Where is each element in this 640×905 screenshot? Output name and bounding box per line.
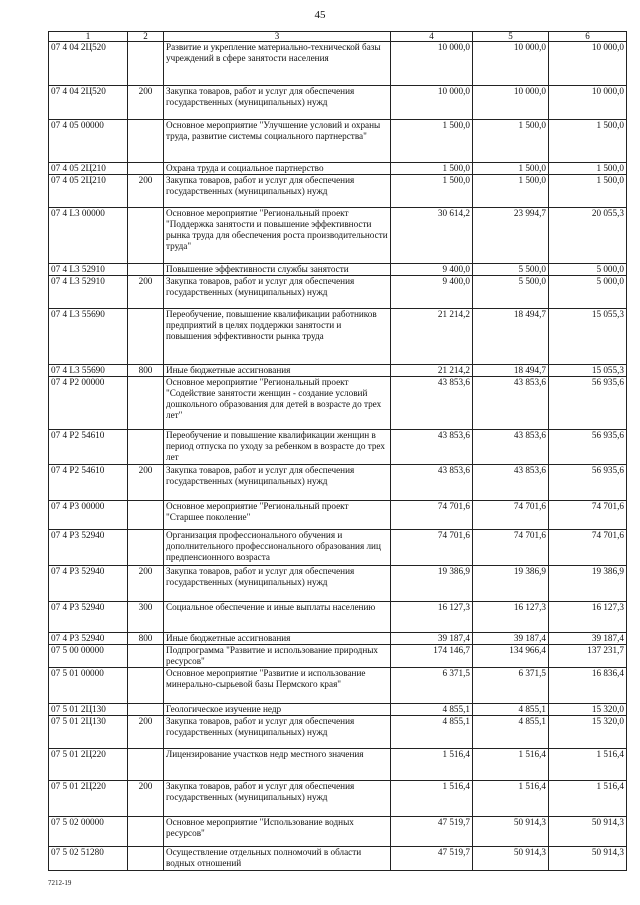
cell-v6: 56 935,6 (549, 465, 627, 501)
column-header: 1 (49, 32, 128, 42)
cell-code: 07 4 P2 00000 (49, 377, 128, 430)
table-row (49, 264, 627, 276)
table-row (49, 175, 627, 208)
cell-name: Закупка товаров, работ и услуг для обеспечения государственных (муниципальных) нужд (164, 566, 391, 602)
cell-v5: 50 914,3 (473, 817, 549, 847)
cell-code: 07 4 P3 52940 (49, 566, 128, 602)
cell-vr (128, 208, 164, 264)
cell-v6: 10 000,0 (549, 86, 627, 120)
cell-code: 07 4 05 00000 (49, 120, 128, 163)
cell-v5: 39 187,4 (473, 633, 549, 645)
column-header: 3 (164, 32, 391, 42)
cell-v6: 1 500,0 (549, 163, 627, 175)
cell-v4: 19 386,9 (391, 566, 473, 602)
cell-name: Геологическое изучение недр (164, 704, 391, 716)
cell-vr (128, 645, 164, 668)
table-row (49, 377, 627, 430)
cell-v4: 43 853,6 (391, 377, 473, 430)
cell-name: Закупка товаров, работ и услуг для обеспечения государственных (муниципальных) нужд (164, 175, 391, 208)
cell-v6: 56 935,6 (549, 430, 627, 465)
cell-name: Основное мероприятие "Региональный проект "Содействие занятости женщин - создание условий дошкольного образования для детей в возрасте до трех лет" (164, 377, 391, 430)
cell-v5: 43 853,6 (473, 430, 549, 465)
cell-v5: 50 914,3 (473, 847, 549, 871)
cell-v5: 43 853,6 (473, 377, 549, 430)
cell-v4: 1 500,0 (391, 175, 473, 208)
cell-v5: 18 494,7 (473, 309, 549, 365)
cell-name: Закупка товаров, работ и услуг для обеспечения государственных (муниципальных) нужд (164, 716, 391, 749)
cell-v4: 1 516,4 (391, 749, 473, 781)
cell-vr: 800 (128, 365, 164, 377)
table-row (49, 704, 627, 716)
cell-v5: 4 855,1 (473, 704, 549, 716)
table-row (49, 276, 627, 309)
cell-code: 07 5 02 51280 (49, 847, 128, 871)
cell-v4: 43 853,6 (391, 430, 473, 465)
page-number: 45 (314, 9, 326, 21)
cell-vr (128, 847, 164, 871)
table-row (49, 208, 627, 264)
cell-name: Основное мероприятие "Региональный проект "Старшее поколение" (164, 501, 391, 530)
cell-vr: 800 (128, 633, 164, 645)
cell-v4: 1 516,4 (391, 781, 473, 817)
cell-v5: 5 500,0 (473, 276, 549, 309)
table-row (49, 42, 627, 86)
cell-v6: 5 000,0 (549, 276, 627, 309)
table-body (49, 42, 627, 871)
cell-v4: 16 127,3 (391, 602, 473, 633)
cell-v6: 1 500,0 (549, 120, 627, 163)
table-row (49, 633, 627, 645)
cell-v6: 1 500,0 (549, 175, 627, 208)
cell-v4: 47 519,7 (391, 847, 473, 871)
cell-vr: 200 (128, 175, 164, 208)
cell-code: 07 4 L3 00000 (49, 208, 128, 264)
table-row (49, 781, 627, 817)
table-row (49, 530, 627, 566)
table-row (49, 365, 627, 377)
cell-vr: 200 (128, 276, 164, 309)
cell-name: Основное мероприятие "Региональный проект "Поддержка занятости и повышение эффективности рынка труда для обеспечения роста производительности труда" (164, 208, 391, 264)
cell-name: Иные бюджетные ассигнования (164, 365, 391, 377)
cell-v4: 174 146,7 (391, 645, 473, 668)
cell-code: 07 4 P2 54610 (49, 430, 128, 465)
cell-code: 07 4 P3 52940 (49, 530, 128, 566)
cell-v6: 20 055,3 (549, 208, 627, 264)
cell-v4: 21 214,2 (391, 309, 473, 365)
table-row (49, 668, 627, 704)
cell-v4: 4 855,1 (391, 716, 473, 749)
cell-vr (128, 163, 164, 175)
cell-v6: 15 320,0 (549, 716, 627, 749)
cell-vr: 200 (128, 781, 164, 817)
cell-code: 07 4 04 2Ц520 (49, 86, 128, 120)
cell-vr (128, 430, 164, 465)
cell-v5: 1 500,0 (473, 175, 549, 208)
cell-name: Организация профессионального обучения и дополнительного профессионального образования лиц предпенсионного возраста (164, 530, 391, 566)
cell-code: 07 5 01 2Ц130 (49, 716, 128, 749)
cell-v4: 1 500,0 (391, 120, 473, 163)
cell-code: 07 4 05 2Ц210 (49, 163, 128, 175)
cell-vr (128, 309, 164, 365)
cell-vr (128, 704, 164, 716)
cell-v5: 74 701,6 (473, 530, 549, 566)
cell-v6: 10 000,0 (549, 42, 627, 86)
cell-v5: 16 127,3 (473, 602, 549, 633)
cell-v5: 5 500,0 (473, 264, 549, 276)
cell-v6: 5 000,0 (549, 264, 627, 276)
table-row (49, 602, 627, 633)
cell-v6: 50 914,3 (549, 847, 627, 871)
cell-v5: 43 853,6 (473, 465, 549, 501)
cell-v6: 1 516,4 (549, 781, 627, 817)
cell-v6: 16 127,3 (549, 602, 627, 633)
cell-v4: 4 855,1 (391, 704, 473, 716)
cell-v5: 10 000,0 (473, 42, 549, 86)
cell-v5: 1 500,0 (473, 163, 549, 175)
cell-vr: 300 (128, 602, 164, 633)
cell-vr (128, 530, 164, 566)
cell-name: Закупка товаров, работ и услуг для обеспечения государственных (муниципальных) нужд (164, 465, 391, 501)
cell-code: 07 4 05 2Ц210 (49, 175, 128, 208)
cell-name: Социальное обеспечение и иные выплаты населению (164, 602, 391, 633)
cell-vr (128, 501, 164, 530)
cell-code: 07 5 01 00000 (49, 668, 128, 704)
cell-name: Основное мероприятие "Развитие и использование минерально-сырьевой базы Пермского края" (164, 668, 391, 704)
cell-v4: 39 187,4 (391, 633, 473, 645)
cell-v4: 74 701,6 (391, 501, 473, 530)
cell-vr: 200 (128, 566, 164, 602)
cell-v4: 10 000,0 (391, 86, 473, 120)
cell-code: 07 4 L3 55690 (49, 309, 128, 365)
cell-vr (128, 749, 164, 781)
table-row (49, 430, 627, 465)
cell-name: Основное мероприятие "Улучшение условий и охраны труда, развитие системы социального партнерства" (164, 120, 391, 163)
column-header: 6 (549, 32, 627, 42)
cell-v5: 23 994,7 (473, 208, 549, 264)
cell-v6: 1 516,4 (549, 749, 627, 781)
cell-v5: 19 386,9 (473, 566, 549, 602)
cell-v6: 15 055,3 (549, 309, 627, 365)
column-header: 4 (391, 32, 473, 42)
cell-v6: 15 055,3 (549, 365, 627, 377)
table-row (49, 120, 627, 163)
cell-name: Закупка товаров, работ и услуг для обеспечения государственных (муниципальных) нужд (164, 276, 391, 309)
table-row (49, 309, 627, 365)
cell-vr: 200 (128, 465, 164, 501)
table-row (49, 86, 627, 120)
table-row (49, 716, 627, 749)
table-row (49, 817, 627, 847)
cell-v4: 1 500,0 (391, 163, 473, 175)
table-row (49, 645, 627, 668)
cell-v5: 134 966,4 (473, 645, 549, 668)
cell-name: Переобучение и повышение квалификации женщин в период отпуска по уходу за ребенком в возрасте до трех лет (164, 430, 391, 465)
cell-code: 07 4 L3 52910 (49, 276, 128, 309)
cell-code: 07 4 P3 00000 (49, 501, 128, 530)
cell-v4: 6 371,5 (391, 668, 473, 704)
cell-v4: 30 614,2 (391, 208, 473, 264)
cell-v4: 9 400,0 (391, 276, 473, 309)
cell-name: Лицензирование участков недр местного значения (164, 749, 391, 781)
cell-v4: 43 853,6 (391, 465, 473, 501)
cell-code: 07 4 P2 54610 (49, 465, 128, 501)
cell-v6: 74 701,6 (549, 501, 627, 530)
cell-code: 07 4 P3 52940 (49, 602, 128, 633)
cell-v6: 39 187,4 (549, 633, 627, 645)
cell-v5: 1 500,0 (473, 120, 549, 163)
budget-table (48, 31, 627, 871)
cell-v6: 15 320,0 (549, 704, 627, 716)
column-header: 5 (473, 32, 549, 42)
cell-v5: 1 516,4 (473, 781, 549, 817)
cell-vr (128, 264, 164, 276)
cell-v5: 74 701,6 (473, 501, 549, 530)
cell-vr (128, 42, 164, 86)
cell-v5: 4 855,1 (473, 716, 549, 749)
cell-code: 07 5 00 00000 (49, 645, 128, 668)
cell-code: 07 4 L3 52910 (49, 264, 128, 276)
cell-v6: 74 701,6 (549, 530, 627, 566)
cell-code: 07 5 02 00000 (49, 817, 128, 847)
cell-v6: 19 386,9 (549, 566, 627, 602)
cell-vr (128, 668, 164, 704)
cell-name: Закупка товаров, работ и услуг для обеспечения государственных (муниципальных) нужд (164, 781, 391, 817)
cell-vr (128, 120, 164, 163)
cell-v6: 56 935,6 (549, 377, 627, 430)
cell-v6: 137 231,7 (549, 645, 627, 668)
cell-v6: 50 914,3 (549, 817, 627, 847)
table-row (49, 847, 627, 871)
cell-v4: 47 519,7 (391, 817, 473, 847)
cell-name: Развитие и укрепление материально-технической базы учреждений в сфере занятости населения (164, 42, 391, 86)
cell-name: Закупка товаров, работ и услуг для обеспечения государственных (муниципальных) нужд (164, 86, 391, 120)
cell-v5: 18 494,7 (473, 365, 549, 377)
cell-v4: 10 000,0 (391, 42, 473, 86)
cell-vr (128, 817, 164, 847)
footer-code: 7212-19 (48, 879, 72, 887)
cell-vr: 200 (128, 86, 164, 120)
table-header-row (49, 32, 627, 42)
cell-v4: 21 214,2 (391, 365, 473, 377)
cell-vr (128, 377, 164, 430)
cell-name: Переобучение, повышение квалификации работников предприятий в целях поддержки занятости и повышения эффективности рынка труда (164, 309, 391, 365)
cell-v6: 16 836,4 (549, 668, 627, 704)
cell-name: Подпрограмма "Развитие и использование природных ресурсов" (164, 645, 391, 668)
table-row (49, 465, 627, 501)
cell-code: 07 5 01 2Ц220 (49, 749, 128, 781)
cell-code: 07 5 01 2Ц220 (49, 781, 128, 817)
cell-vr: 200 (128, 716, 164, 749)
cell-v5: 6 371,5 (473, 668, 549, 704)
cell-code: 07 4 P3 52940 (49, 633, 128, 645)
table-row (49, 749, 627, 781)
table-row (49, 566, 627, 602)
cell-name: Основное мероприятие "Использование водных ресурсов" (164, 817, 391, 847)
table-row (49, 501, 627, 530)
cell-v5: 10 000,0 (473, 86, 549, 120)
cell-v4: 9 400,0 (391, 264, 473, 276)
cell-code: 07 4 04 2Ц520 (49, 42, 128, 86)
column-header: 2 (128, 32, 164, 42)
cell-code: 07 4 L3 55690 (49, 365, 128, 377)
cell-name: Иные бюджетные ассигнования (164, 633, 391, 645)
cell-name: Осуществление отдельных полномочий в области водных отношений (164, 847, 391, 871)
cell-v5: 1 516,4 (473, 749, 549, 781)
cell-code: 07 5 01 2Ц130 (49, 704, 128, 716)
table-row (49, 163, 627, 175)
cell-v4: 74 701,6 (391, 530, 473, 566)
cell-name: Повышение эффективности службы занятости (164, 264, 391, 276)
cell-name: Охрана труда и социальное партнерство (164, 163, 391, 175)
